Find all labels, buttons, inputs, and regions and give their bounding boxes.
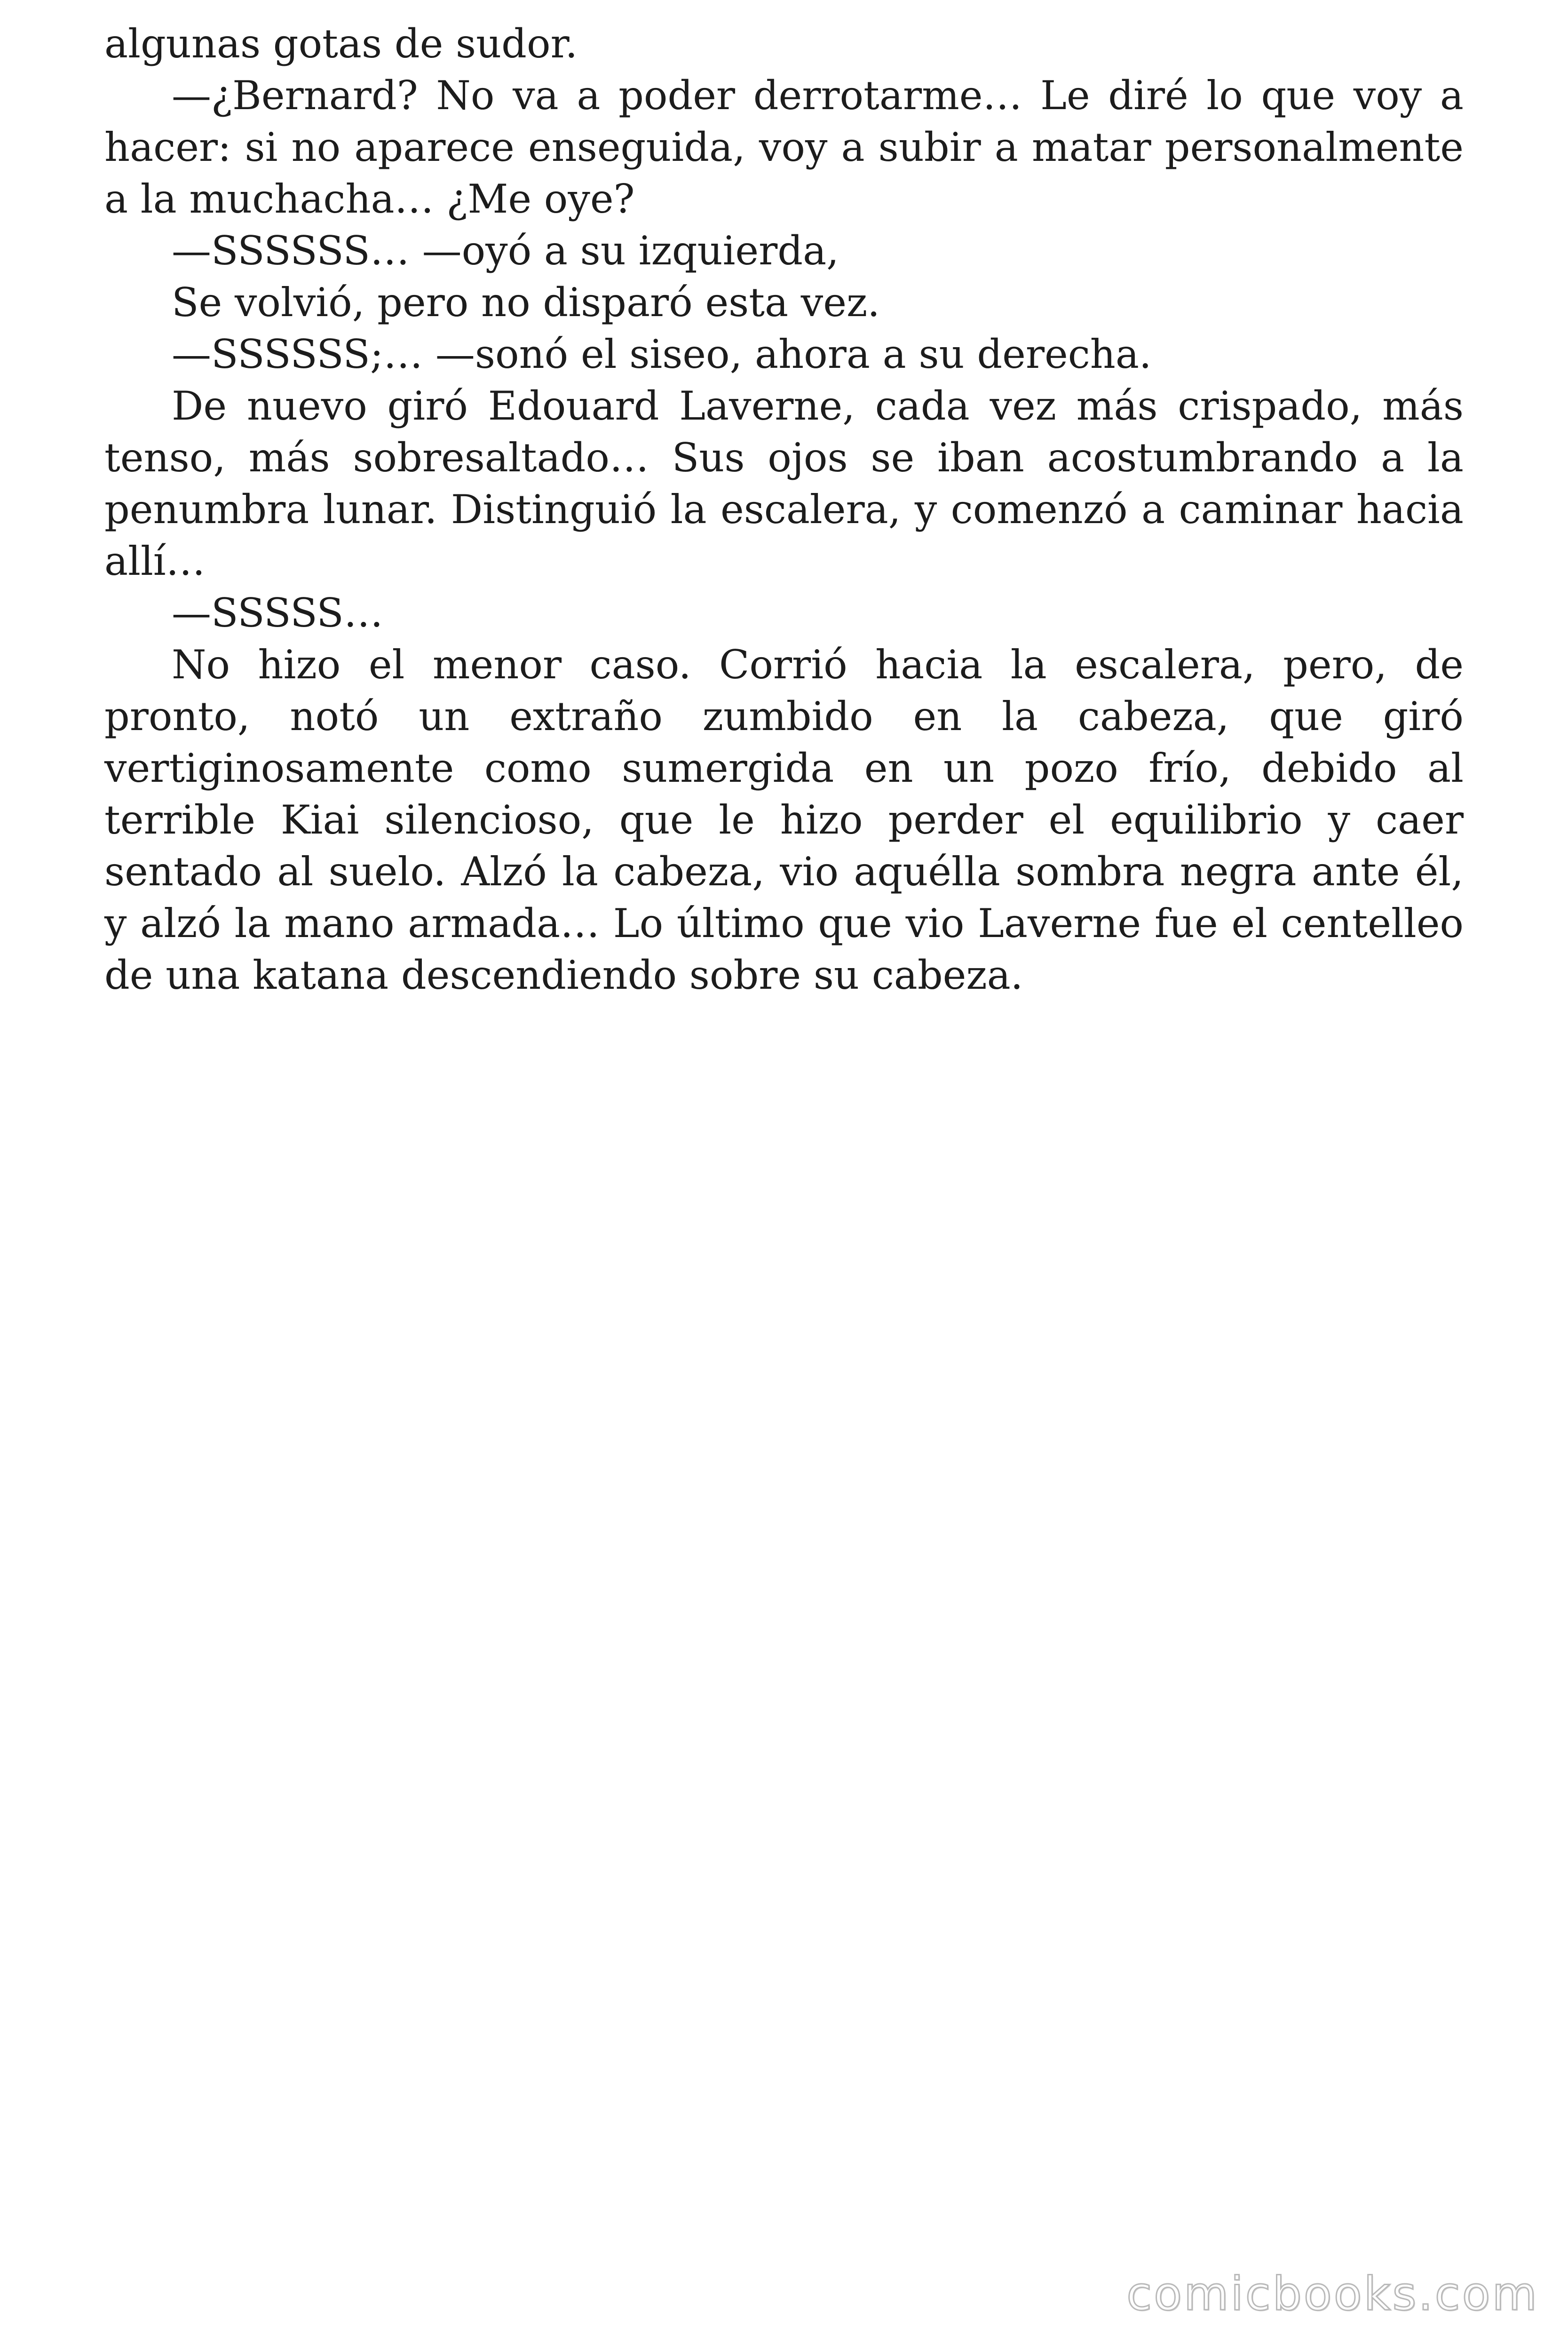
watermark-text: comicbooks.com (1126, 2267, 1539, 2321)
paragraph-continuation: algunas gotas de sudor. (104, 21, 578, 67)
paragraph-hiss-left: —SSSSSS… —oyó a su izquierda, (172, 228, 839, 274)
page-text (104, 18, 1464, 1001)
paragraph-katana: No hizo el menor caso. Corrió hacia la escalera, pero, de pronto, notó un extraño zumbido en la cabeza, que giró vertiginosamente como sumergida en un pozo frío, debido al terrible Kiai silencioso, que le hizo perder el equilibrio y caer sentado al suelo. Alzó la cabeza, vio aquélla sombra negra ante él, y alzó la mano armada… Lo último que vio Laverne fue el centelleo de una katana descendiendo sobre su cabeza. (104, 642, 1464, 998)
paragraph-laverne-turns: De nuevo giró Edouard Laverne, cada vez más crispado, más tenso, más sobresaltado… Sus ojos se iban acostumbrando a la penumbra lunar. Distinguió la escalera, y comenzó a caminar hacia allí… (104, 383, 1464, 584)
paragraph-hiss: —SSSSS… (172, 590, 383, 636)
paragraph-bernard-dialogue: —¿Bernard? No va a poder derrotarme… Le diré lo que voy a hacer: si no aparece enseguida, voy a subir a matar personalmente a la muchacha… ¿Me oye? (104, 72, 1464, 222)
paragraph-hiss-right: —SSSSSS;… —sonó el siseo, ahora a su derecha. (172, 331, 1152, 377)
paragraph-turned: Se volvió, pero no disparó esta vez. (172, 279, 880, 326)
